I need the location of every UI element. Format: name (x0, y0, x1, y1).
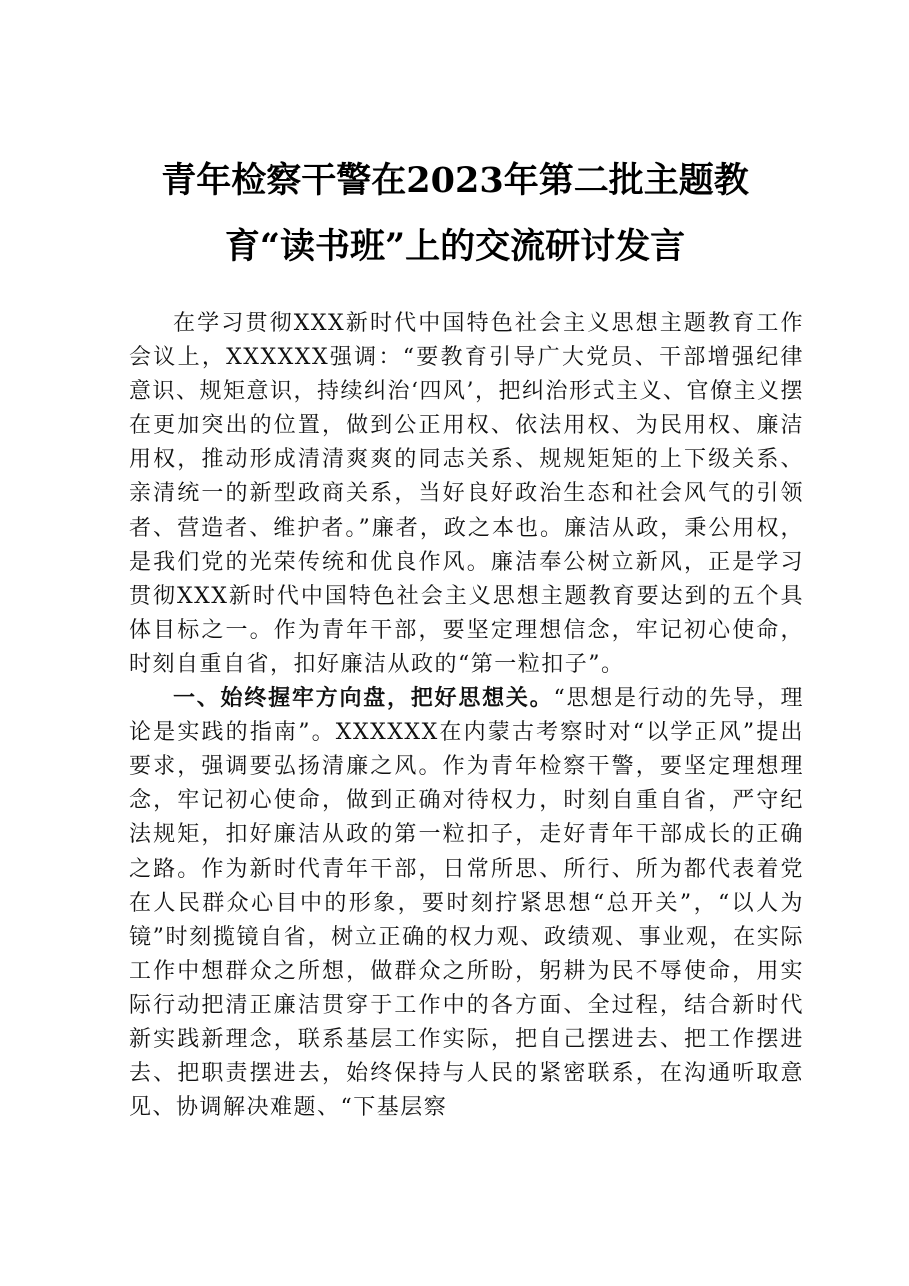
paragraph-intro (129, 307, 804, 682)
section-1-heading: 一、始终握牢方向盘，把好思想关。 (173, 686, 554, 712)
section-1-text: “思想是行动的先导，理论是实践的指南”。XXXXXX在内蒙古考察时对“以学正风”提出要求，强调要弘扬清廉之风。作为青年检察干警，要坚定理想理念，牢记初心使命，做到正确对待权力，时刻自重自省，严守纪法规矩，扣好廉洁从政的第一粒扣子，走好青年干部成长的正确之路。作为新时代青年干部，日常所思、所行、所为都代表着党在人民群众心目中的形象，要时刻拧紧思想“总开关”，“以人为镜”时刻揽镜自省，树立正确的权力观、政绩观、事业观，在实际工作中想群众之所想，做群众之所盼，躬耕为民不辱使命，用实际行动把清正廉洁贯穿于工作中的各方面、全过程，结合新时代新实践新理念，联系基层工作实际，把自己摆进去、把工作摆进去、把职责摆进去，始终保持与人民的紧密联系，在沟通听取意见、协调解决难题、“下基层察 (129, 686, 804, 1121)
paragraph-section-1 (129, 682, 804, 1125)
document-title: 青年检察干警在2023年第二批主题教育“读书班”上的交流研讨发言 (161, 160, 749, 267)
paragraph-intro-text: 在学习贯彻XXX新时代中国特色社会主义思想主题教育工作会议上，XXXXXX强调：“要教育引导广大党员、干部增强纪律意识、规矩意识，持续纠治‘四风’，把纠治形式主义、官僚主义摆在更加突出的位置，做到公正用权、依法用权、为民用权、廉洁用权，推动形成清清爽爽的同志关系、规规矩矩的上下级关系、亲清统一的新型政商关系，当好良好政治生态和社会风气的引领者、营造者、维护者。”廉者，政之本也。廉洁从政，秉公用权，是我们党的光荣传统和优良作风。廉洁奉公树立新风，正是学习贯彻XXX新时代中国特色社会主义思想主题教育要达到的五个具体目标之一。作为青年干部，要坚定理想信念，牢记初心使命，时刻自重自省，扣好廉洁从政的“第一粒扣子”。 (129, 311, 804, 677)
document-body (129, 307, 804, 1125)
